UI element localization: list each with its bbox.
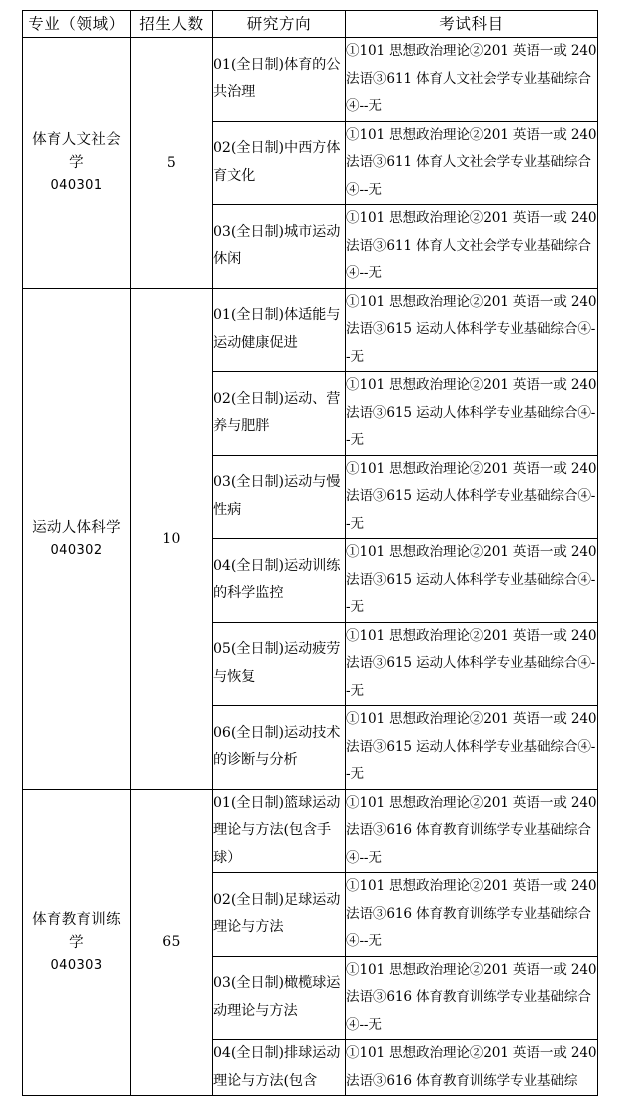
major-name-text-cont: 学 [69, 934, 84, 951]
research-direction-cell: 02(全日制)足球运动理论与方法 [213, 873, 346, 957]
research-direction-cell: 02(全日制)运动、营养与肥胖 [213, 372, 346, 456]
exam-subject-cell: ①101 思想政治理论②201 英语一或 240 法语③616 体育教育训练学专业基础综 [346, 1040, 598, 1096]
exam-subject-cell: ①101 思想政治理论②201 英语一或 240 法语③616 体育教育训练学专业基础综合④--无 [346, 956, 598, 1040]
column-header-exam: 考试科目 [346, 11, 598, 38]
enrollment-count-cell: 5 [131, 38, 213, 289]
research-direction-cell: 04(全日制)运动训练的科学监控 [213, 539, 346, 623]
research-direction-cell: 03(全日制)橄榄球运动理论与方法 [213, 956, 346, 1040]
exam-subject-cell: ①101 思想政治理论②201 英语一或 240 法语③615 运动人体科学专业基础综合④--无 [346, 539, 598, 623]
column-header-enrollment: 招生人数 [131, 11, 213, 38]
exam-subject-cell: ①101 思想政治理论②201 英语一或 240 法语③615 运动人体科学专业基础综合④--无 [346, 455, 598, 539]
exam-subject-cell: ①101 思想政治理论②201 英语一或 240 法语③616 体育教育训练学专业基础综合④--无 [346, 789, 598, 873]
admissions-catalog-table [22, 10, 598, 1096]
exam-subject-cell: ①101 思想政治理论②201 英语一或 240 法语③615 运动人体科学专业基础综合④--无 [346, 288, 598, 372]
table-header [23, 11, 598, 38]
exam-subject-cell: ①101 思想政治理论②201 英语一或 240 法语③611 体育人文社会学专业基础综合④--无 [346, 205, 598, 289]
major-name-text: 体育人文社会 [32, 132, 121, 149]
exam-subject-cell: ①101 思想政治理论②201 英语一或 240 法语③615 运动人体科学专业基础综合④--无 [346, 706, 598, 790]
research-direction-cell: 01(全日制)体育的公共治理 [213, 38, 346, 122]
exam-subject-cell: ①101 思想政治理论②201 英语一或 240 法语③615 运动人体科学专业基础综合④--无 [346, 622, 598, 706]
research-direction-cell: 02(全日制)中西方体育文化 [213, 121, 346, 205]
research-direction-cell: 03(全日制)城市运动休闲 [213, 205, 346, 289]
major-name-cell [23, 789, 131, 1096]
major-name-text-cont: 学 [69, 155, 84, 172]
exam-subject-cell: ①101 思想政治理论②201 英语一或 240 法语③611 体育人文社会学专业基础综合④--无 [346, 121, 598, 205]
research-direction-cell: 01(全日制)篮球运动理论与方法(包含手球） [213, 789, 346, 873]
research-direction-cell: 05(全日制)运动疲劳与恢复 [213, 622, 346, 706]
major-name-cell [23, 288, 131, 789]
exam-subject-cell: ①101 思想政治理论②201 英语一或 240 法语③616 体育教育训练学专业基础综合④--无 [346, 873, 598, 957]
column-header-major: 专业（领域） [23, 11, 131, 38]
research-direction-cell: 03(全日制)运动与慢性病 [213, 455, 346, 539]
major-code-text: 040302 [50, 542, 103, 558]
major-code-text: 040303 [50, 957, 103, 973]
major-name-text: 运动人体科学 [32, 519, 121, 536]
research-direction-cell: 06(全日制)运动技术的诊断与分析 [213, 706, 346, 790]
table-body [23, 38, 598, 1096]
exam-subject-cell: ①101 思想政治理论②201 英语一或 240 法语③615 运动人体科学专业基础综合④--无 [346, 372, 598, 456]
major-name-cell [23, 38, 131, 289]
major-name-text: 体育教育训练 [32, 911, 121, 928]
research-direction-cell: 01(全日制)体适能与运动健康促进 [213, 288, 346, 372]
enrollment-count-cell: 10 [131, 288, 213, 789]
major-code-text: 040301 [50, 178, 103, 194]
table-row [23, 288, 598, 372]
exam-subject-cell: ①101 思想政治理论②201 英语一或 240 法语③611 体育人文社会学专业基础综合④--无 [346, 38, 598, 122]
research-direction-cell: 04(全日制)排球运动理论与方法(包含 [213, 1040, 346, 1096]
table-row [23, 789, 598, 873]
table-row [23, 38, 598, 122]
table-header-row [23, 11, 598, 38]
column-header-direction: 研究方向 [213, 11, 346, 38]
enrollment-count-cell: 65 [131, 789, 213, 1096]
